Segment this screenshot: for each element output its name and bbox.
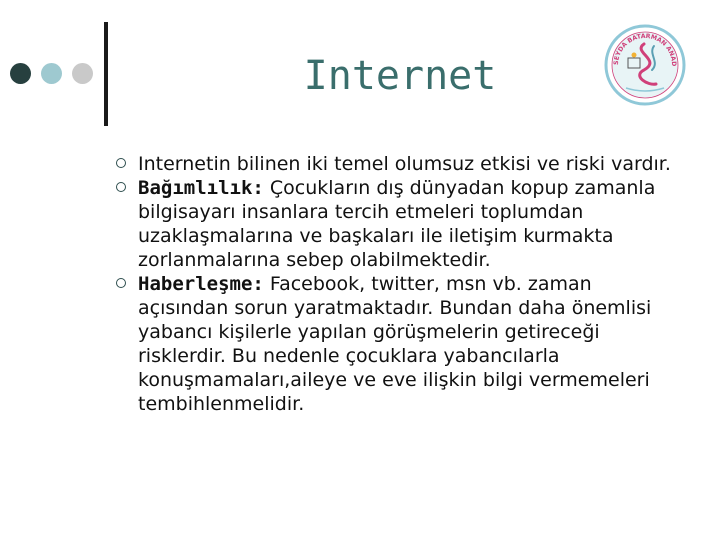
bullet-ring-icon [116,278,126,288]
bullet-list [116,152,686,416]
bullet-ring-icon [116,158,126,168]
bullet-text: Çocukların dış dünyadan kopup zamanla bilgisayarı insanlara tercih etmeleri toplumdan uzaklaşmalarına ve başkaları ile iletişim kurmakta zorlanmalarına sebep olabilmektedir. [138,177,656,271]
school-emblem-icon [604,24,686,106]
title-divider [104,22,108,126]
dot-dark [10,63,31,84]
logo-ring-text: SEYDA BATARMAN ANAD [612,32,678,67]
bullet-ring-icon [116,182,126,192]
bullet-lead: Bağımlılık: [138,177,264,199]
list-item [116,176,686,272]
dot-gray [72,63,93,84]
dot-light-blue [41,63,62,84]
slide-title: Internet [303,53,497,99]
bullet-lead: Haberleşme: [138,273,264,295]
list-item [116,272,686,416]
bullet-text: Facebook, twitter, msn vb. zaman açısından sorun yaratmaktadır. Bundan daha önemlisi yabancı kişilerle yapılan görüşmelerin getireceği risklerdir. Bu nedenle çocuklara yabancılarla konuşmamaları,aileye ve eve ilişkin bilgi vermemeleri tembihlenmelidir. [138,273,652,415]
decorative-dots [10,63,96,85]
list-item [116,152,686,176]
bullet-text: Internetin bilinen iki temel olumsuz etkisi ve riski vardır. [138,153,671,175]
